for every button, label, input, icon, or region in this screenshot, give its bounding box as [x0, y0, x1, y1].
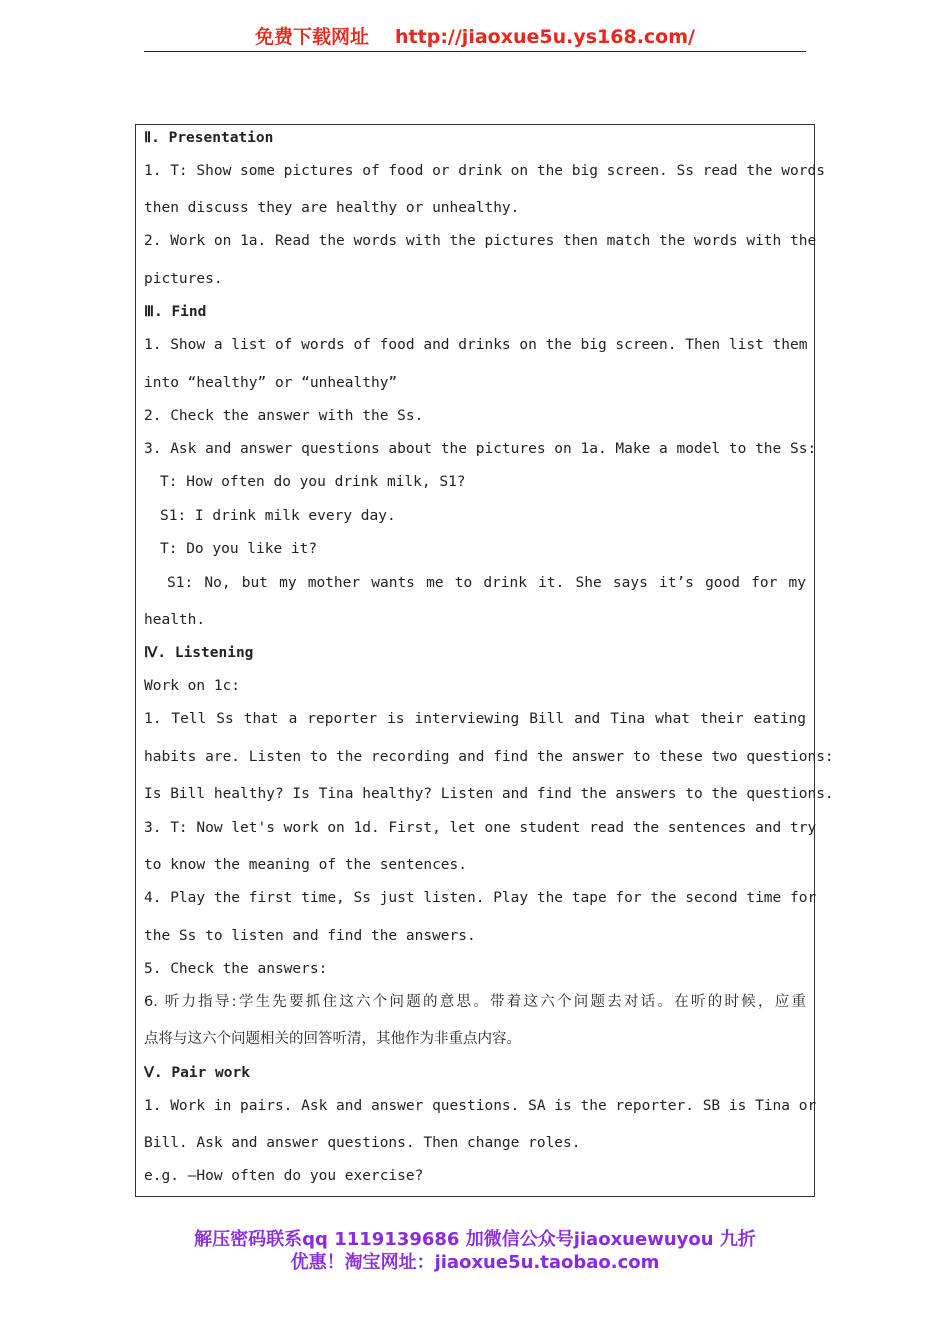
text-line: 2. Work on 1a. Read the words with the pictures then match the words with the: [144, 233, 817, 249]
text-line: 3. T: Now let's work on 1d. First, let one student read the sentences and try: [144, 820, 817, 836]
text-line: Bill. Ask and answer questions. Then change roles.: [144, 1135, 581, 1151]
header-divider: [144, 51, 806, 52]
text-line: e.g. —How often do you exercise?: [144, 1168, 424, 1184]
footer-taobao-link[interactable]: 优惠！淘宝网址：jiaoxue5u.taobao.com: [290, 1252, 660, 1273]
dialogue-line: S1: No, but my mother wants me to drink it. She says it’s good for my: [167, 575, 806, 591]
text-line: 1. Work in pairs. Ask and answer questions. SA is the reporter. SB is Tina or: [144, 1098, 817, 1114]
section-heading-find: Ⅲ. Find: [144, 304, 207, 320]
text-line: the Ss to listen and find the answers.: [144, 928, 476, 944]
text-line: 1. Show a list of words of food and drinks on the big screen. Then list them: [144, 337, 808, 353]
header-label: 免费下载网址: [255, 26, 370, 48]
text-line: 1. T: Show some pictures of food or drink on the big screen. Ss read the words: [144, 163, 825, 179]
text-line-chinese: 点将与这六个问题相关的回答听清，其他作为非重点内容。: [144, 1031, 521, 1047]
text-line: Work on 1c:: [144, 678, 241, 694]
text-line: habits are. Listen to the recording and find the answer to these two questions:: [144, 749, 834, 765]
header-url-link[interactable]: http://jiaoxue5u.ys168.com/: [395, 26, 695, 48]
text-line: 5. Check the answers:: [144, 961, 328, 977]
text-line: into “healthy” or “unhealthy”: [144, 375, 398, 391]
section-heading-pair-work: Ⅴ. Pair work: [144, 1065, 250, 1081]
text-line: 2. Check the answer with the Ss.: [144, 408, 424, 424]
text-line: 3. Ask and answer questions about the pictures on 1a. Make a model to the Ss:: [144, 441, 817, 457]
text-line: 4. Play the first time, Ss just listen. Play the tape for the second time for: [144, 890, 817, 906]
text-line: then discuss they are healthy or unhealthy.: [144, 200, 520, 216]
dialogue-line: S1: I drink milk every day.: [160, 508, 396, 524]
text-line: Is Bill healthy? Is Tina healthy? Listen and find the answers to the questions.: [144, 786, 834, 802]
dialogue-line: T: Do you like it?: [160, 541, 318, 557]
text-line: pictures.: [144, 271, 223, 287]
text-line: 1. Tell Ss that a reporter is interviewing Bill and Tina what their eating: [144, 711, 806, 727]
section-heading-presentation: Ⅱ. Presentation: [144, 130, 274, 146]
text-line: to know the meaning of the sentences.: [144, 857, 468, 873]
text-line: health.: [144, 612, 206, 628]
section-heading-listening: Ⅳ. Listening: [144, 645, 254, 661]
footer-contact-line: 解压密码联系qq 1119139686 加微信公众号jiaoxuewuyou 九折: [194, 1229, 756, 1250]
dialogue-line: T: How often do you drink milk, S1?: [160, 474, 466, 490]
page-header: [144, 22, 806, 52]
text-line-chinese: 6. 听力指导:学生先要抓住这六个问题的意思。带着这六个问题去对话。在听的时候，应重: [144, 994, 806, 1010]
